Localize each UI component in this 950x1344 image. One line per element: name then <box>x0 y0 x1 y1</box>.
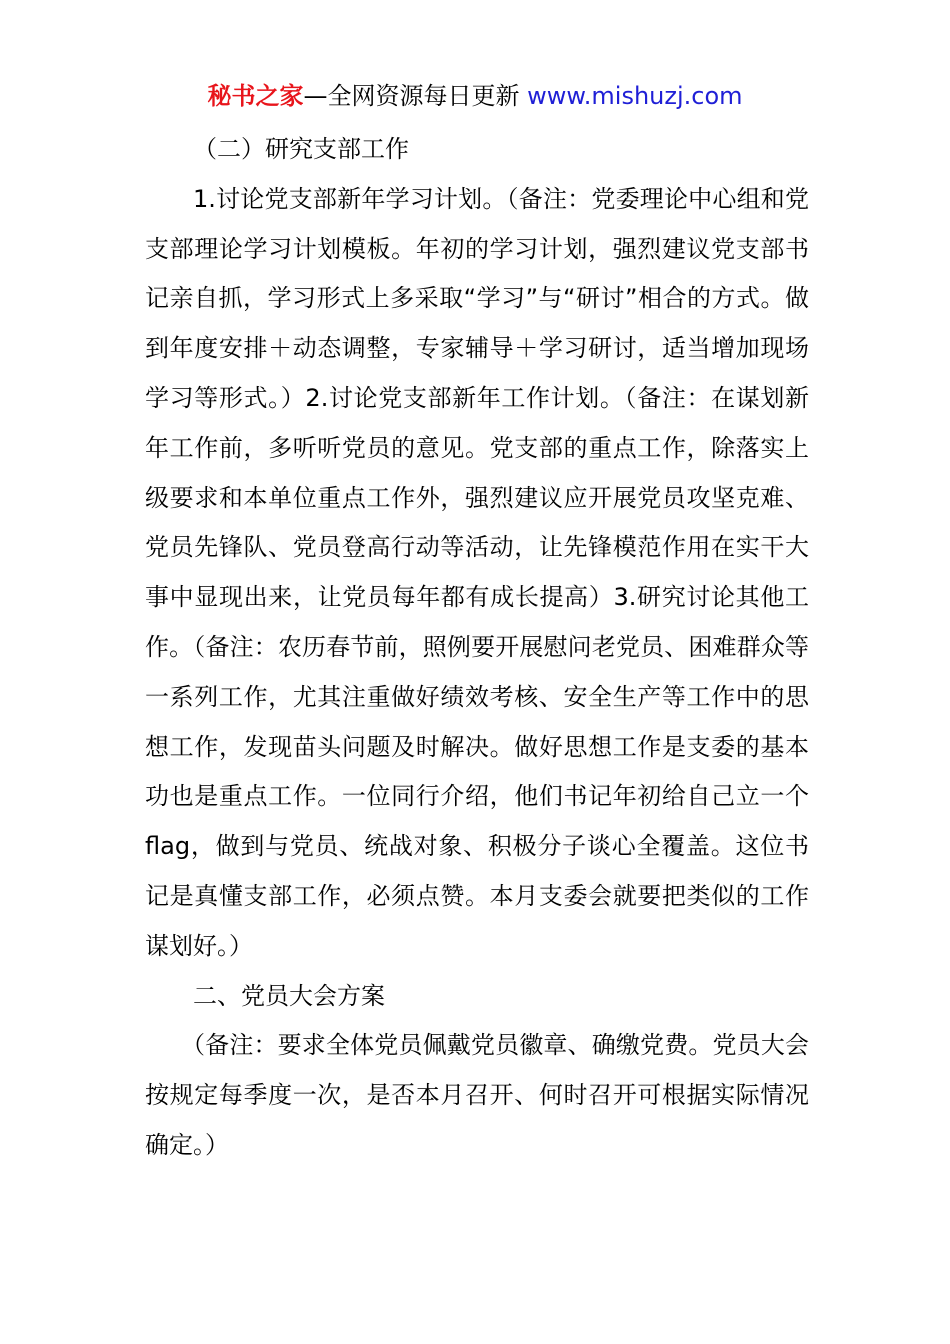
site-url-link[interactable]: www.mishuzj.com <box>527 82 743 110</box>
site-slogan: —全网资源每日更新 <box>303 82 528 110</box>
section-heading-party-member-meeting: 二、党员大会方案 <box>193 981 385 1010</box>
site-brand: 秘书之家 <box>207 82 304 110</box>
section-heading-research-branch-work: （二）研究支部工作 <box>193 135 409 163</box>
body-paragraph-branch-work-plans: 1.讨论党支部新年学习计划。（备注：党委理论中心组和党支部理论学习计划模板。年初的学习计划，强烈建议党支部书记亲自抓，学习形式上多采取“学习”与“研讨”相合的方式。做到年度安排＋动态调整，专家辅导＋学习研讨，适当增加现场学习等形式。）2.讨论党支部新年工作计划。（备注：在谋划新年工作前，多听听党员的意见。党支部的重点工作，除落实上级要求和本单位重点工作外，强烈建议应开展党员攻坚克难、党员先锋队、党员登高行动等活动，让先锋模范作用在实干大事中显现出来，让党员每年都有成长提高）3.研究讨论其他工作。（备注：农历春节前，照例要开展慰问老党员、困难群众等一系列工作，尤其注重做好绩效考核、安全生产等工作中的思想工作，发现苗头问题及时解决。做好思想工作是支委的基本功也是重点工作。一位同行介绍，他们书记年初给自己立一个flag，做到与党员、统战对象、积极分子谈心全覆盖。这位书记是真懂支部工作，必须点赞。本月支委会就要把类似的工作谋划好。） <box>145 184 809 960</box>
site-header <box>0 78 950 114</box>
body-paragraph-meeting-notes: （备注：要求全体党员佩戴党员徽章、确缴党费。党员大会按规定每季度一次，是否本月召开、何时召开可根据实际情况确定。） <box>145 1031 809 1159</box>
document-body <box>145 125 809 1171</box>
